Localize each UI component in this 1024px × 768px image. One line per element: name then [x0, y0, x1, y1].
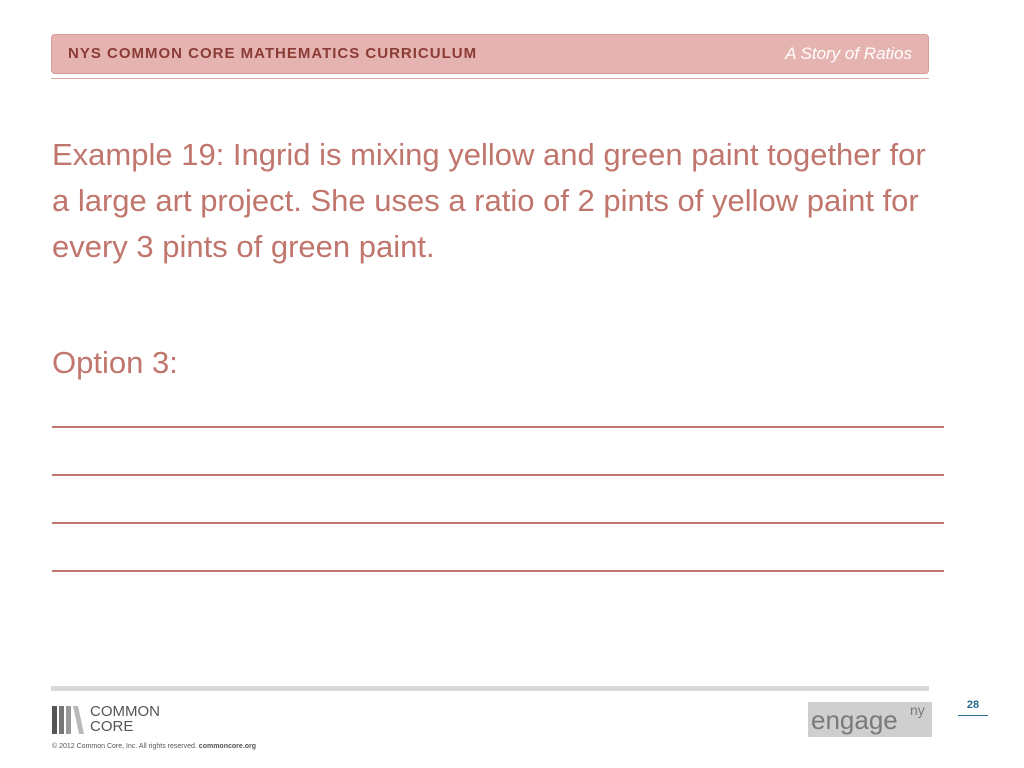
answer-line	[52, 428, 944, 476]
common-core-mark-icon	[52, 706, 84, 734]
answer-lines	[52, 380, 944, 572]
header-bar	[51, 34, 929, 74]
footer-divider	[51, 686, 929, 691]
header-divider	[51, 78, 929, 79]
module-title: A Story of Ratios	[785, 44, 912, 63]
example-text: Example 19: Ingrid is mixing yellow and green paint together for a large art project. She uses a ratio of 2 pints of yellow paint for every 3 pints of green paint.	[52, 137, 926, 264]
page-number: 28	[958, 699, 988, 716]
copyright-notice	[52, 743, 256, 750]
answer-line	[52, 380, 944, 428]
common-core-logo-text	[90, 704, 190, 734]
engage-ny-logo	[808, 702, 932, 737]
answer-line	[52, 524, 944, 572]
logo-line-common: COMMON	[90, 703, 160, 720]
engage-logo-text: engage	[811, 705, 898, 735]
option-label: Option 3:	[52, 345, 178, 380]
engage-logo-superscript: ny	[910, 702, 925, 718]
common-core-logo	[52, 704, 192, 736]
answer-line	[52, 476, 944, 524]
curriculum-title: NYS COMMON CORE MATHEMATICS CURRICULUM	[68, 45, 478, 62]
copyright-text: © 2012 Common Core, Inc. All rights reserved.	[52, 743, 197, 750]
copyright-link[interactable]: commoncore.org	[198, 743, 256, 750]
logo-line-core: CORE	[90, 718, 134, 735]
